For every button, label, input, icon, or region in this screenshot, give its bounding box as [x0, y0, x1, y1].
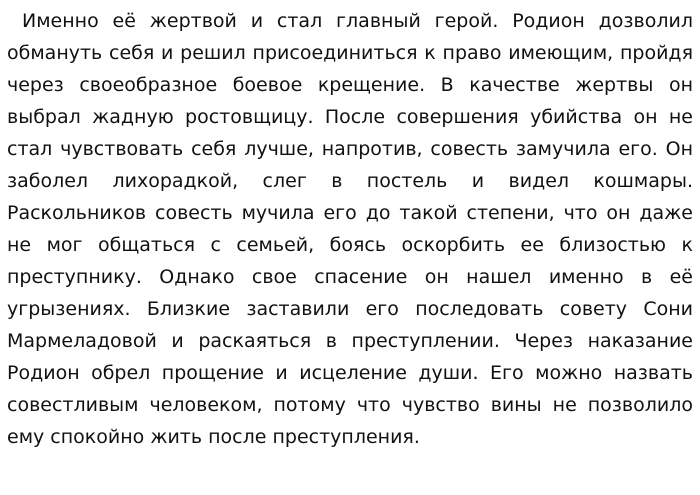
- document-body: [7, 5, 693, 453]
- essay-paragraph: Именно её жертвой и стал главный герой. Родион дозволил обмануть себя и решил присоединиться к право имеющим, пройдя через своеобразное боевое крещение. В качестве жертвы он выбрал жадную ростовщицу. После совершения убийства он не стал чувствовать себя лучше, напротив, совесть замучила его. Он заболел лихорадкой, слег в постель и видел кошмары. Раскольников совесть мучила его до такой степени, что он даже не мог общаться с семьей, боясь оскорбить ее близостью к преступнику. Однако свое спасение он нашел именно в её угрызениях. Близкие заставили его последовать совету Сони Мармеладовой и раскаяться в преступлении. Через наказание Родион обрел прощение и исцеление души. Его можно назвать совестливым человеком, потому что чувство вины не позволило ему спокойно жить после преступления.: [7, 10, 693, 448]
